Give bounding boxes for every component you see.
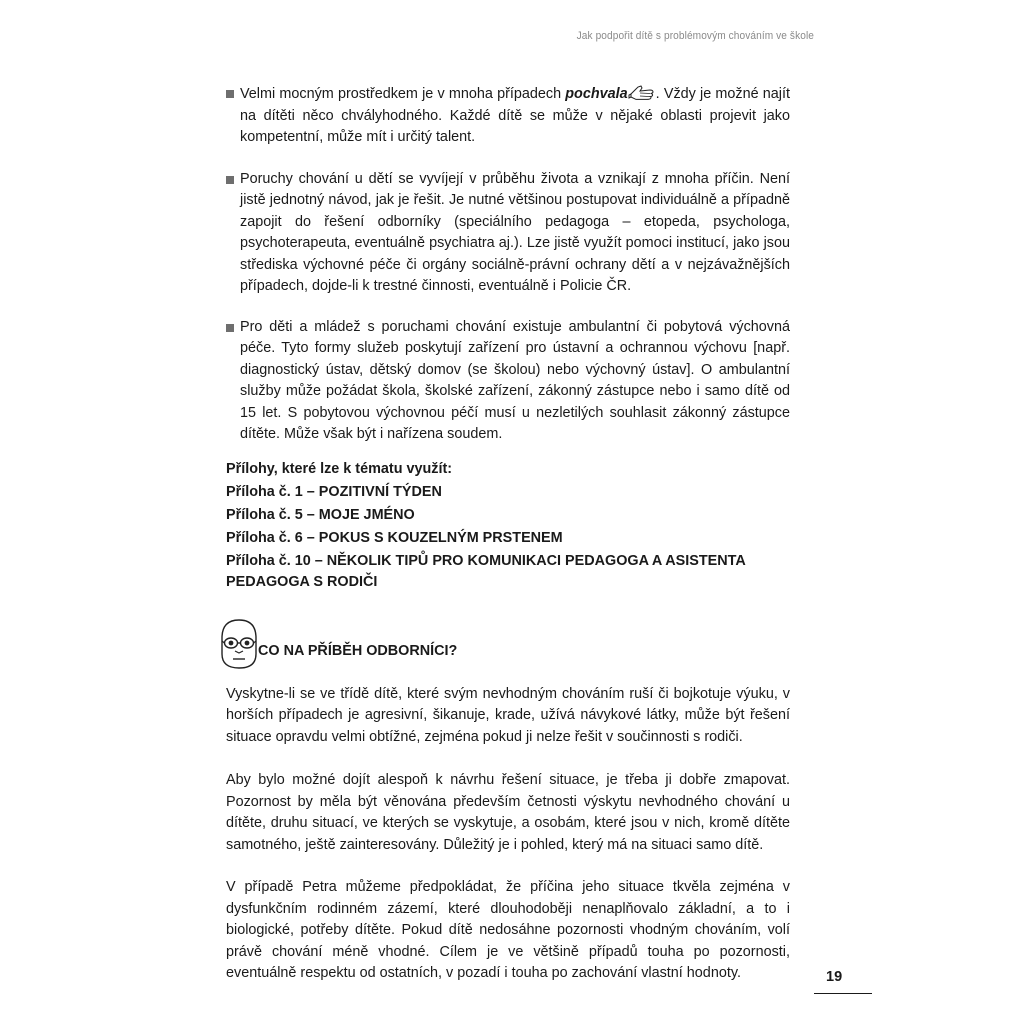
expert-paragraph: Aby bylo možné dojít alespoň k návrhu řešení situace, je třeba ji dobře zmapovat. Pozornost by měla být věnována především četnosti výskytu nevhodného chování u dítěte, druhu situací, ve kterých se vyskytuje, a osobám, které jsou v nich, kromě dítěte samotného, ještě zainteresovány. Důležitý je i pohled, který má na situaci samo dítě. xyxy=(226,772,790,853)
page-body xyxy=(226,80,790,985)
appendix-heading: Přílohy, které lze k tématu využít: xyxy=(226,460,453,477)
thumbs-up-hand-icon xyxy=(628,83,656,101)
appendix-list xyxy=(226,459,790,594)
expert-section-header xyxy=(226,622,790,672)
running-head: Jak podpořit dítě s problémovým chováním ve škole xyxy=(576,30,814,42)
page-number: 19 xyxy=(826,969,843,985)
appendix-item: Příloha č. 1 – POZITIVNÍ TÝDEN xyxy=(226,483,442,500)
expert-face-with-glasses-icon xyxy=(216,616,262,670)
expert-paragraph: Vyskytne-li se ve třídě dítě, které svým nevhodným chováním ruší či bojkotuje výuku, v horších případech je agresivní, šikanuje, krade, užívá návykové látky, může být řešení situace opravdu velmi obtížné, zejména pokud ji nelze řešit v součinnosti s rodiči. xyxy=(226,685,790,745)
emphasis-pochvala: pochvala xyxy=(565,86,628,102)
bullet-text-after: . Vždy je možné najít na dítěti něco chvályhodného. Každé dítě se může v nějaké oblasti projevit jako kompetentní, může mít i určitý talent. xyxy=(240,86,790,145)
bullet-item-praise xyxy=(226,83,790,149)
appendix-item: Příloha č. 10 – NĚKOLIK TIPŮ PRO KOMUNIKACI PEDAGOGA A ASISTENTA PEDAGOGA S RODIČI xyxy=(226,552,746,590)
expert-section-title: CO NA PŘÍBĚH ODBORNÍCI? xyxy=(258,642,458,659)
bullet-text-before: Velmi mocným prostředkem je v mnoha případech xyxy=(240,86,566,102)
appendix-item: Příloha č. 6 – POKUS S KOUZELNÝM PRSTENEM xyxy=(226,529,563,546)
page-number-rule xyxy=(814,993,872,994)
bullet-item-educational-care: Pro děti a mládež s poruchami chování existuje ambulantní či pobytová výchovná péče. Tyto formy služeb poskytují zařízení pro ústavní a ochrannou výchovu [např. diagnostický ústav, dětský domov (se školou) nebo výchovný ústav]. O ambulantní služby může požádat škola, školské zařízení, zákonný zástupce nebo i samo dítě od 15 let. S pobytovou výchovnou péčí musí u nezletilých souhlasit zákonný zástupce dítěte. Může však být i nařízena soudem. xyxy=(226,317,790,446)
bullet-item-behavior-disorders: Poruchy chování u dětí se vyvíjejí v průběhu života a vznikají z mnoha příčin. Není jistě jednotný návod, jak je řešit. Je nutné většinou postupovat individuálně a případně zapojit do řešení odborníky (speciálního pedagoga – etopeda, psychologa, psychoterapeuta, eventuálně psychiatra aj.). Lze jistě využít pomoci institucí, jako jsou střediska výchovné péče či orgány sociálně-právní ochrany dětí a v nejzávažnějších případech, dojde-li k trestné činnosti, eventuálně i Policie ČR. xyxy=(226,169,790,298)
appendix-item: Příloha č. 5 – MOJE JMÉNO xyxy=(226,506,415,523)
expert-paragraph: V případě Petra můžeme předpokládat, že příčina jeho situace tkvěla zejména v dysfunkčním rodinném zázemí, které dlouhodoběji nenaplňovalo základní, a to i biologické, potřeby dítěte. Pokud dítě nedosáhne pozornosti vhodným chováním, volí právě chování méně vhodné. Cílem je ve většině případů touha po pozornosti, eventuálně respektu od ostatních, v pozadí i touha po zachování vlastní hodnoty. xyxy=(226,879,790,981)
